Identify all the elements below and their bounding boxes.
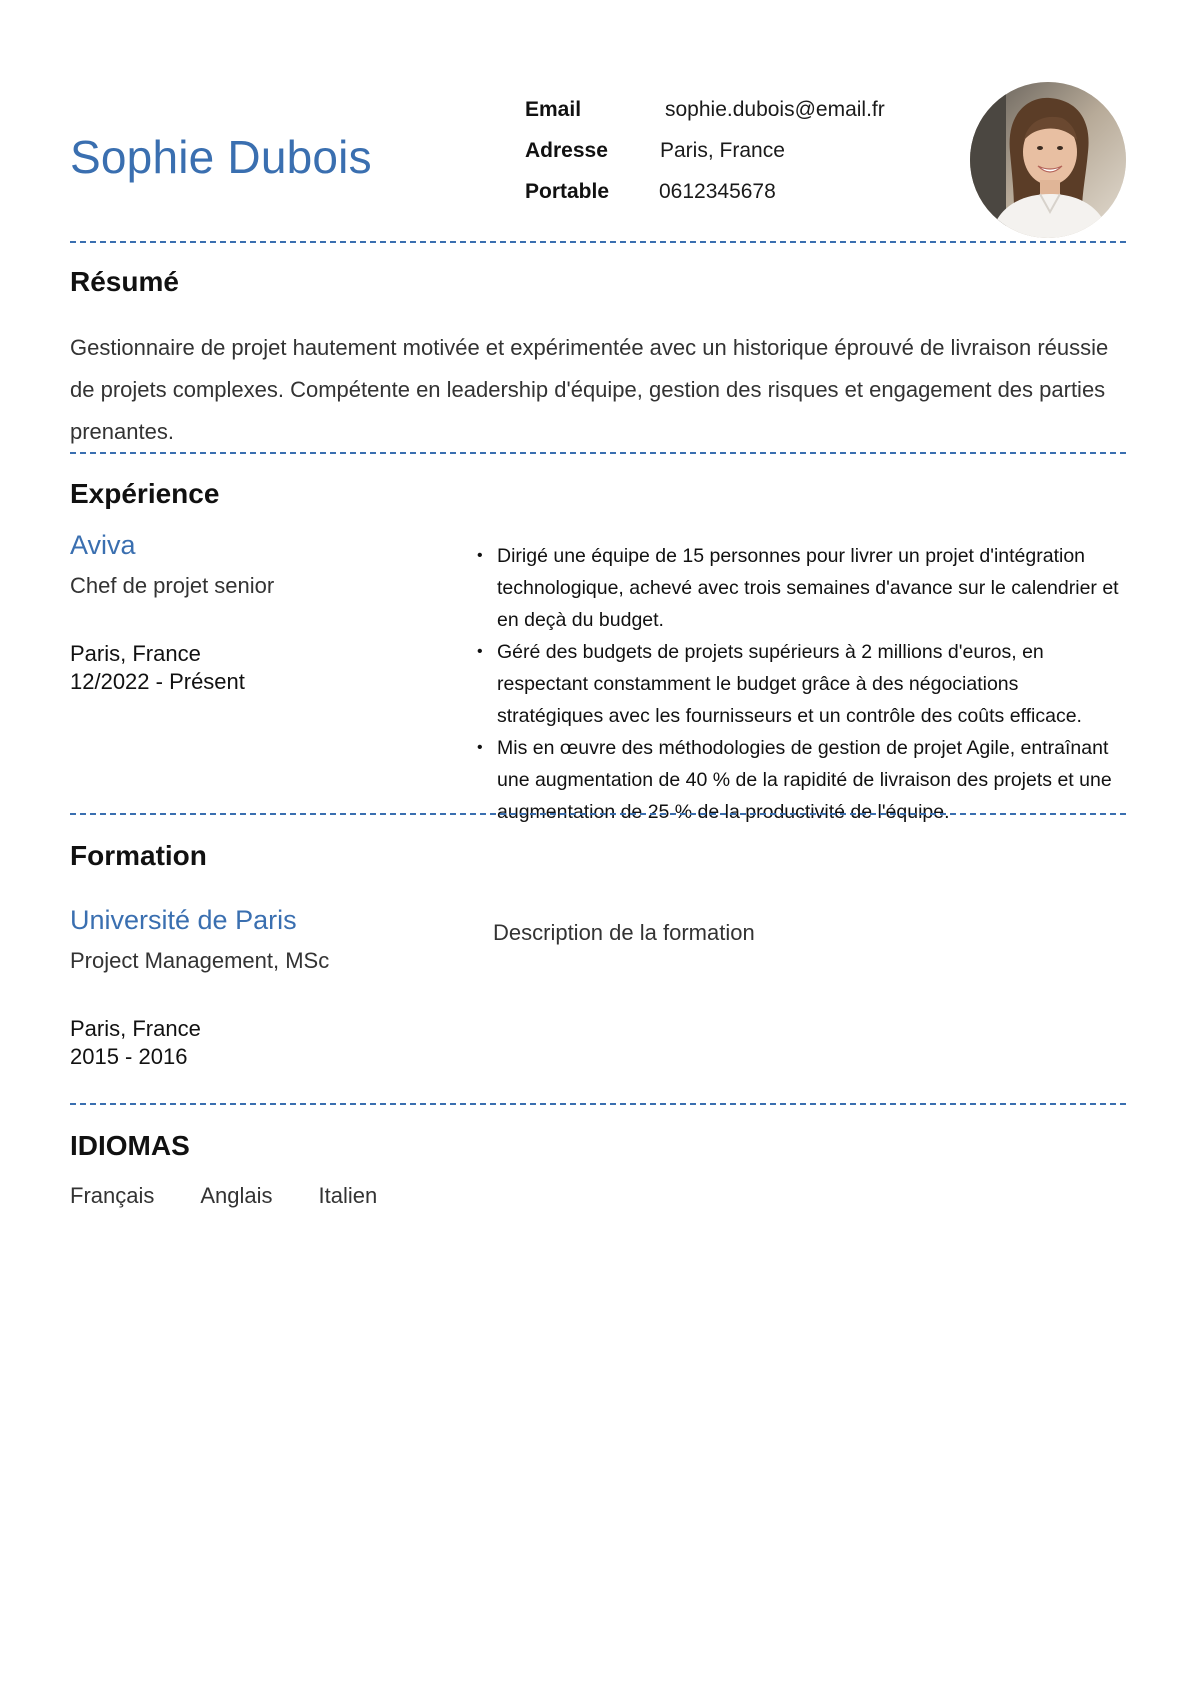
education-location: Paris, France <box>70 1016 201 1041</box>
divider-experience <box>70 813 1126 815</box>
experience-role: Chef de projet senior <box>70 573 275 598</box>
bullet-icon: • <box>477 643 483 660</box>
contact-address-label: Adresse <box>525 139 608 162</box>
bullet-icon: • <box>477 547 483 564</box>
candidate-name: Sophie Dubois <box>70 131 372 183</box>
education-dates: 2015 - 2016 <box>70 1044 188 1069</box>
experience-company: Aviva <box>70 530 136 560</box>
summary-title: Résumé <box>70 266 179 297</box>
experience-dates: 12/2022 - Présent <box>70 669 245 694</box>
education-school: Université de Paris <box>70 905 297 935</box>
experience-bullet: • Mis en œuvre des méthodologies de gestion de projet Agile, entraînant une augmentation de 40 % de la rapidité de livraison des projets et une augmentation de 25 % de la productivité de l'équipe. <box>475 732 1126 828</box>
education-description: Description de la formation <box>493 920 755 945</box>
language-item: Anglais <box>200 1183 273 1208</box>
education-degree: Project Management, MSc <box>70 948 330 973</box>
education-title: Formation <box>70 840 207 871</box>
experience-bullet: • Dirigé une équipe de 15 personnes pour livrer un projet d'intégration technologique, achevé avec trois semaines d'avance sur le calendrier et en deçà du budget. <box>475 540 1126 636</box>
languages-list <box>70 1183 423 1209</box>
profile-photo-illustration <box>970 82 1126 238</box>
contact-phone-value[interactable]: 0612345678 <box>659 180 776 203</box>
bullet-icon: • <box>477 739 483 756</box>
experience-bullets <box>475 540 1126 828</box>
contact-email-label: Email <box>525 98 582 121</box>
experience-location: Paris, France <box>70 641 201 666</box>
divider-summary <box>70 452 1126 454</box>
contact-email-value[interactable]: sophie.dubois@email.fr <box>665 98 885 121</box>
profile-photo <box>970 82 1126 238</box>
contact-phone-label: Portable <box>525 180 610 203</box>
language-item: Français <box>70 1183 155 1208</box>
summary-text: Gestionnaire de projet hautement motivée et expérimentée avec un historique éprouvé de livraison réussie de projets complexes. Compétente en leadership d'équipe, gestion des risques et engagement des parties prenantes. <box>70 335 1109 444</box>
divider-header <box>70 241 1126 243</box>
contact-address-value: Paris, France <box>660 139 785 162</box>
experience-bullet: • Géré des budgets de projets supérieurs à 2 millions d'euros, en respectant constamment le budget grâce à des négociations stratégiques avec les fournisseurs et un contrôle des coûts efficace. <box>475 636 1126 732</box>
divider-education <box>70 1103 1126 1105</box>
languages-title: IDIOMAS <box>70 1130 190 1161</box>
experience-title: Expérience <box>70 478 220 509</box>
language-item: Italien <box>318 1183 378 1208</box>
